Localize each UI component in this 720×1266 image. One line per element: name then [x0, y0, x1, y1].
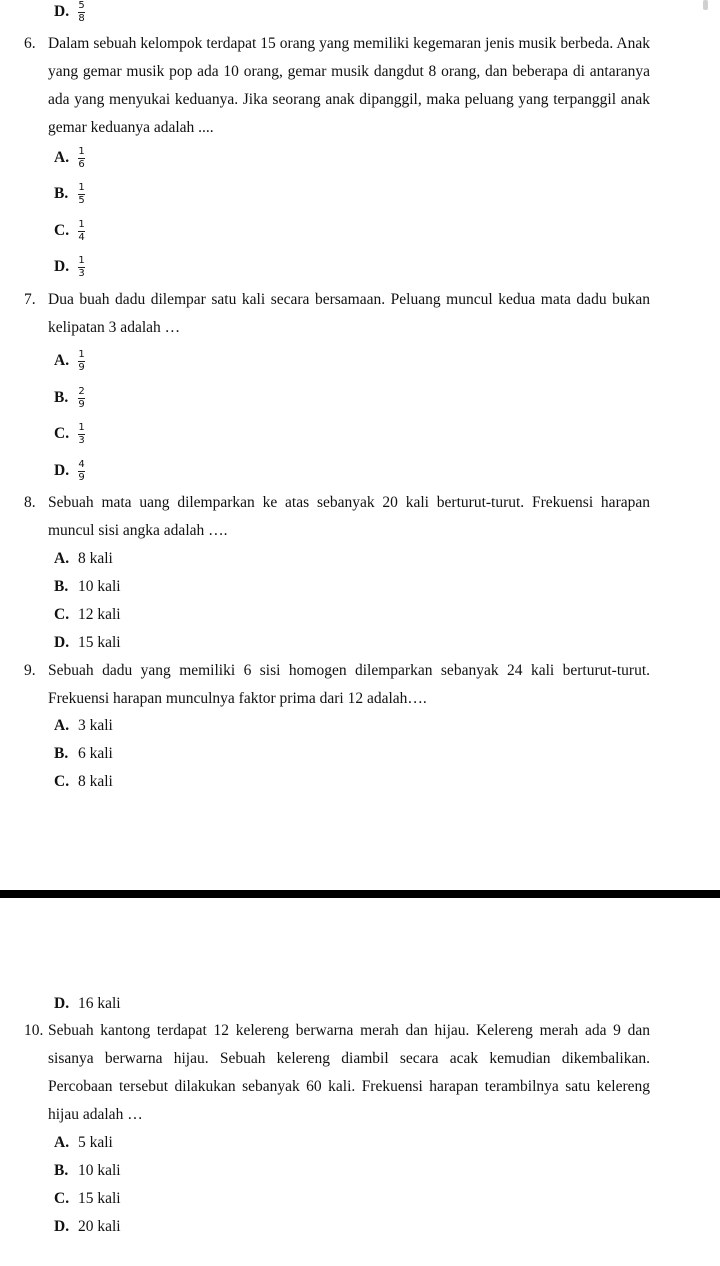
option-letter: B.: [54, 389, 69, 406]
option-fraction: [78, 387, 85, 410]
question-number: 6.: [24, 35, 36, 52]
fraction-denominator: 8: [78, 12, 85, 24]
fraction-numerator: 1: [78, 421, 85, 433]
question-9: [24, 657, 650, 713]
q9-option-c[interactable]: [54, 768, 113, 796]
fraction-denominator: 3: [78, 267, 85, 279]
question-8: [24, 489, 650, 545]
option-text: 12 kali: [78, 606, 121, 623]
q7-option-b[interactable]: [54, 384, 85, 412]
q9-option-d[interactable]: [54, 990, 121, 1018]
q6-option-d[interactable]: [54, 253, 85, 281]
question-text: Dua buah dadu dilempar satu kali secara bersamaan. Peluang muncul kedua mata dadu bukan kelipatan 3 adalah …: [48, 291, 650, 336]
question-10: [24, 1017, 650, 1129]
option-letter: A.: [54, 1134, 70, 1151]
option-letter: B.: [54, 185, 69, 202]
fraction-denominator: 5: [78, 194, 85, 206]
option-letter: C.: [54, 1190, 70, 1207]
fraction-denominator: 3: [78, 434, 85, 446]
option-letter: D.: [54, 1218, 70, 1235]
fraction-numerator: 1: [78, 218, 85, 230]
option-text: 5 kali: [78, 1134, 113, 1151]
option-text: 10 kali: [78, 578, 121, 595]
q10-option-d[interactable]: [54, 1213, 121, 1241]
fraction-numerator: 1: [78, 181, 85, 193]
option-text: 15 kali: [78, 634, 121, 651]
option-fraction: [78, 147, 85, 170]
q9-option-b[interactable]: [54, 740, 113, 768]
q7-option-a[interactable]: [54, 347, 85, 375]
option-letter: B.: [54, 745, 69, 762]
question-text: Sebuah dadu yang memiliki 6 sisi homogen dilemparkan sebanyak 24 kali berturut-turut. Frekuensi harapan munculnya faktor prima dari 12 adalah….: [48, 662, 650, 707]
q7-option-c[interactable]: [54, 420, 85, 448]
question-text: Sebuah mata uang dilemparkan ke atas sebanyak 20 kali berturut-turut. Frekuensi harapan muncul sisi angka adalah ….: [48, 494, 650, 539]
option-text: 6 kali: [78, 745, 113, 762]
q8-option-d[interactable]: [54, 629, 121, 657]
option-letter: B.: [54, 578, 69, 595]
option-letter: D.: [54, 634, 70, 651]
option-fraction: [78, 350, 85, 373]
question-text: Dalam sebuah kelompok terdapat 15 orang yang memiliki kegemaran jenis musik berbeda. Anak yang gemar musik pop ada 10 orang, gemar musik dangdut 8 orang, dan beberapa di antaranya ada yang menyukai keduanya. Jika seorang anak dipanggil, maka peluang yang terpanggil anak gemar keduanya adalah ....: [48, 35, 650, 136]
option-fraction: [78, 183, 85, 206]
fraction-numerator: 5: [78, 0, 85, 11]
q6-option-c[interactable]: [54, 217, 85, 245]
q9-option-a[interactable]: [54, 712, 113, 740]
option-letter: C.: [54, 606, 70, 623]
option-letter: B.: [54, 1162, 69, 1179]
q8-option-b[interactable]: [54, 573, 121, 601]
option-fraction: [78, 256, 85, 279]
fraction-numerator: 1: [78, 145, 85, 157]
fraction-numerator: 1: [78, 348, 85, 360]
option-letter: A.: [54, 550, 70, 567]
q7-option-d[interactable]: [54, 457, 85, 485]
option-text: 8 kali: [78, 550, 113, 567]
option-text: 16 kali: [78, 995, 121, 1012]
q6-option-a[interactable]: [54, 144, 85, 172]
question-number: 10.: [24, 1022, 44, 1039]
question-number: 9.: [24, 662, 36, 679]
fraction-denominator: 9: [78, 398, 85, 410]
option-text: 10 kali: [78, 1162, 121, 1179]
option-text: 3 kali: [78, 717, 113, 734]
option-letter: D.: [54, 258, 70, 275]
question-number: 7.: [24, 291, 36, 308]
question-number: 8.: [24, 494, 36, 511]
fraction-denominator: 9: [78, 471, 85, 483]
question-6: [24, 30, 650, 142]
option-letter: D.: [54, 3, 70, 20]
q8-option-a[interactable]: [54, 545, 113, 573]
fraction-numerator: 1: [78, 254, 85, 266]
prev-option-d[interactable]: [54, 0, 85, 26]
option-letter: D.: [54, 462, 70, 479]
question-text: Sebuah kantong terdapat 12 kelereng berwarna merah dan hijau. Kelereng merah ada 9 dan sisanya berwarna hijau. Sebuah kelereng diambil secara acak kemudian dikembalikan. Percobaan tersebut dilakukan sebanyak 60 kali. Frekuensi harapan terambilnya satu kelereng hijau adalah …: [48, 1022, 650, 1123]
fraction-denominator: 4: [78, 231, 85, 243]
option-letter: A.: [54, 149, 70, 166]
option-text: 20 kali: [78, 1218, 121, 1235]
fraction-denominator: 6: [78, 158, 85, 170]
fraction-denominator: 9: [78, 361, 85, 373]
option-fraction: [78, 460, 85, 483]
option-letter: C.: [54, 222, 70, 239]
scrollbar-thumb[interactable]: [703, 0, 708, 10]
q10-option-a[interactable]: [54, 1129, 113, 1157]
option-letter: A.: [54, 717, 70, 734]
q10-option-c[interactable]: [54, 1185, 121, 1213]
option-fraction: [78, 1, 85, 24]
option-letter: C.: [54, 425, 70, 442]
q8-option-c[interactable]: [54, 601, 121, 629]
option-letter: A.: [54, 352, 70, 369]
option-letter: D.: [54, 995, 70, 1012]
page-divider: [0, 890, 720, 898]
question-7: [24, 286, 650, 342]
fraction-numerator: 4: [78, 458, 85, 470]
q6-option-b[interactable]: [54, 180, 85, 208]
q10-option-b[interactable]: [54, 1157, 121, 1185]
option-text: 15 kali: [78, 1190, 121, 1207]
fraction-numerator: 2: [78, 385, 85, 397]
option-fraction: [78, 220, 85, 243]
option-letter: C.: [54, 773, 70, 790]
option-text: 8 kali: [78, 773, 113, 790]
option-fraction: [78, 423, 85, 446]
